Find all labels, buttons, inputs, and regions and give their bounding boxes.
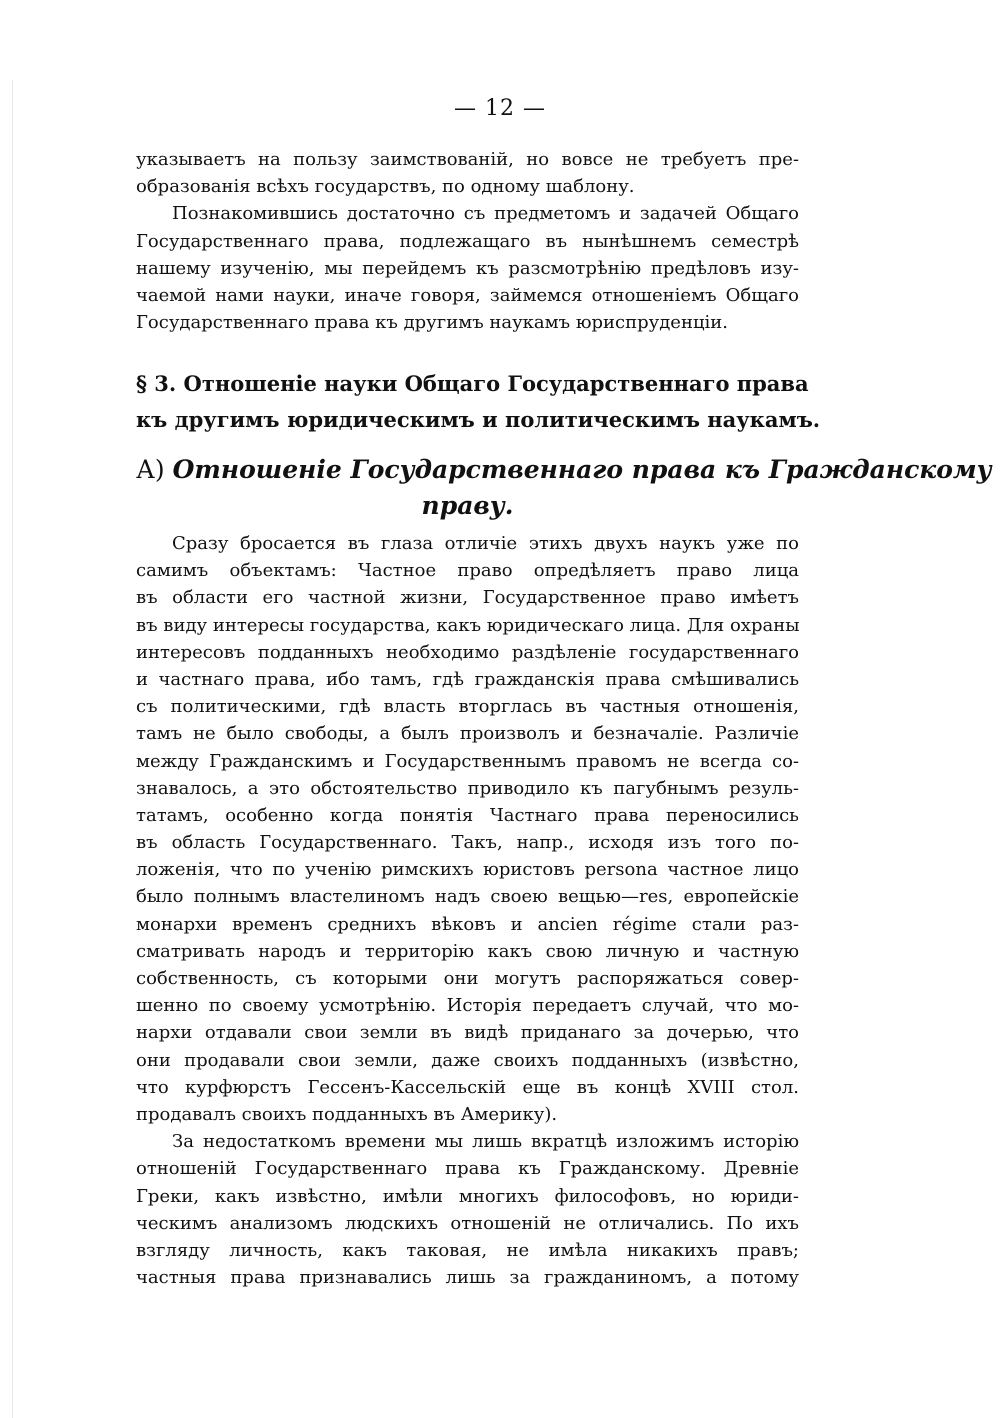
section-heading-line: § 3. Отношеніе науки Общаго Государственнаго права <box>136 371 809 396</box>
subsection-title-continuation: праву. <box>421 491 514 520</box>
section-heading <box>136 366 821 438</box>
body-paragraphs <box>136 530 799 1291</box>
text-line: въ виду интересы государства, какъ юридическаго лица. Для охраны <box>136 614 800 636</box>
text-line: продавалъ своихъ подданныхъ въ Америку). <box>136 1103 558 1125</box>
text-line: собственность, съ которыми они могутъ распоряжаться совер- <box>136 968 799 989</box>
text-line: интересовъ подданныхъ необходимо раздѣленіе государственнаго <box>136 641 799 663</box>
subsection-letter: А) <box>136 455 165 484</box>
text-line: Сразу бросается въ глаза отличіе этихъ двухъ наукъ уже по <box>172 533 799 554</box>
text-line: съ политическими, гдѣ власть вторглась въ частныя отношенія, <box>136 696 799 718</box>
text-line: нашему изученію, мы перейдемъ къ разсмотрѣнію предѣловъ изу- <box>136 257 799 279</box>
text-line: монархи временъ среднихъ вѣковъ и ancien régime стали раз- <box>136 913 799 935</box>
subsection-heading-line <box>136 452 992 488</box>
text-line: отношеній Государственнаго права къ Гражданскому. Древніе <box>136 1158 799 1180</box>
text-line: они продавали свои земли, даже своихъ подданныхъ (извѣстно, <box>136 1049 799 1071</box>
text-line: между Гражданскимъ и Государственнымъ правомъ не всегда со- <box>136 750 799 772</box>
text-line: что курфюрстъ Гессенъ-Кассельскій еще въ концѣ XVIII стол. <box>136 1076 799 1098</box>
subsection-heading <box>136 452 992 524</box>
text-line: Государственнаго права къ другимъ наукамъ юриспруденціи. <box>136 312 729 334</box>
text-line: ческимъ анализомъ людскихъ отношеній не отличались. По ихъ <box>136 1212 799 1234</box>
text-line: въ область Государственнаго. Такъ, напр., исходя изъ того по- <box>136 832 799 854</box>
subsection-title: Отношеніе Государственнаго права къ Гражданскому <box>172 455 992 484</box>
text-line: частныя права признавались лишь за гражданиномъ, а потому <box>136 1267 799 1289</box>
text-line: знавалось, а это обстоятельство приводило къ пагубнымъ резуль- <box>136 777 799 799</box>
text-line: чаемой нами науки, иначе говоря, займемся отношеніемъ Общаго <box>136 284 799 306</box>
text-line: Греки, какъ извѣстно, имѣли многихъ философовъ, но юриди- <box>136 1185 799 1207</box>
text-line: ложенія, что по ученію римскихъ юристовъ persona частное лицо <box>136 859 799 881</box>
text-line: татамъ, особенно когда понятія Частнаго права переносились <box>136 804 799 826</box>
text-line: Познакомившись достаточно съ предметомъ и задачей Общаго <box>172 203 799 225</box>
text-line: шенно по своему усмотрѣнію. Исторія передаетъ случай, что мо- <box>136 995 799 1017</box>
section-heading-line: къ другимъ юридическимъ и политическимъ наукамъ. <box>136 407 821 432</box>
text-line: и частнаго права, ибо тамъ, гдѣ гражданскія права смѣшивались <box>136 668 799 690</box>
text-line: образованія всѣхъ государствъ, по одному шаблону. <box>136 176 635 198</box>
text-line: въ области его частной жизни, Государственное право имѣетъ <box>136 587 799 609</box>
scan-edge-divider <box>12 80 13 1418</box>
intro-paragraphs <box>136 146 799 336</box>
page-number: — 12 — <box>454 96 546 121</box>
text-line: сматривать народъ и территорію какъ свою личную и частную <box>136 940 799 962</box>
text-line: За недостаткомъ времени мы лишь вкратцѣ изложимъ исторію <box>172 1131 799 1153</box>
text-line: самимъ объектамъ: Частное право опредѣляетъ право лица <box>136 560 799 582</box>
text-line: взгляду личность, какъ таковая, не имѣла никакихъ правъ; <box>136 1239 799 1261</box>
text-line: было полнымъ властелиномъ надъ своею вещью—res, европейскіе <box>136 886 799 908</box>
text-line: тамъ не было свободы, а былъ произволъ и безначаліе. Различіе <box>136 723 799 745</box>
text-line: указываетъ на пользу заимствованій, но вовсе не требуетъ пре- <box>136 149 799 170</box>
text-line: Государственнаго права, подлежащаго въ нынѣшнемъ семестрѣ <box>136 230 799 252</box>
text-line: нархи отдавали свои земли въ видѣ приданаго за дочерью, что <box>136 1022 799 1044</box>
